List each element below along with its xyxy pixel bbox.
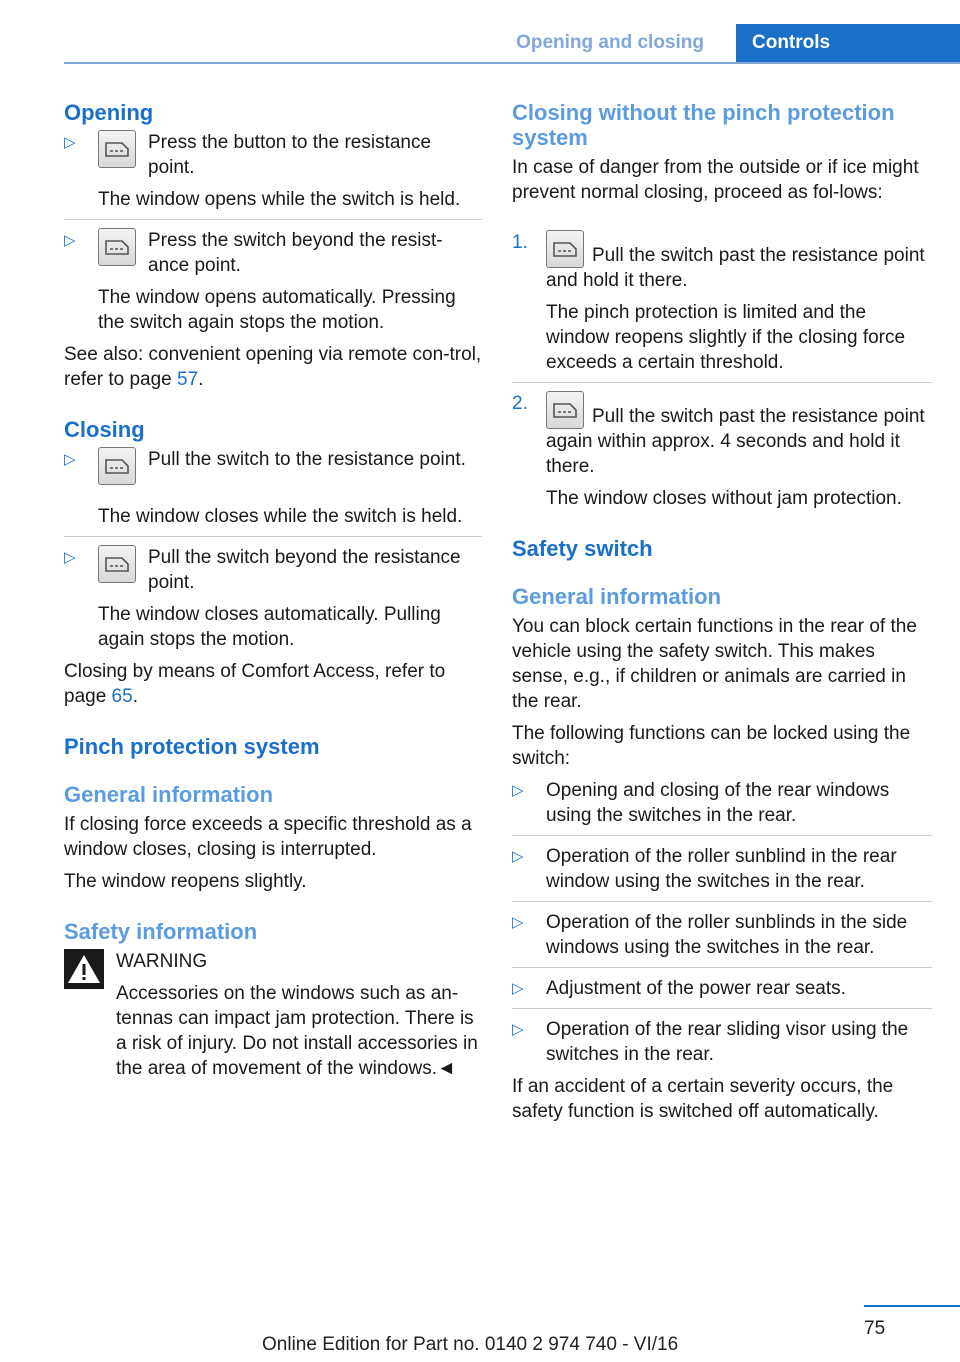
safety-switch-heading: Safety switch xyxy=(512,536,653,561)
warning-block xyxy=(64,949,482,1081)
step-2-text: Pull the switch past the resistance point again within approx. 4 seconds and hold it there. xyxy=(546,406,925,477)
bullet-triangle-icon: ▷ xyxy=(512,980,524,997)
opening-heading: Opening xyxy=(64,100,154,125)
closing-without-pinch-intro: In case of danger from the outside or if ice might prevent normal closing, proceed as fol‐lows: xyxy=(512,157,919,203)
step-1-sub: The pinch protection is limited and the window reopens slightly if the closing force exceeds a certain threshold. xyxy=(546,302,906,373)
general-info-p2: The window reopens slightly. xyxy=(64,871,307,892)
right-column xyxy=(512,100,932,1131)
warning-label: WARNING xyxy=(116,951,208,972)
header-rule xyxy=(64,62,960,64)
safety-info-heading: Safety information xyxy=(64,919,258,944)
page-header xyxy=(64,24,960,62)
bullet-triangle-icon: ▷ xyxy=(512,914,524,931)
header-section-title: Opening and closing xyxy=(516,32,704,53)
page-link-65[interactable]: 65 xyxy=(111,686,133,707)
closing-heading: Closing xyxy=(64,417,145,442)
step-2-sub: The window closes without jam protection. xyxy=(546,488,902,509)
opening-item-1-sub: The window opens while the switch is held. xyxy=(98,189,461,210)
divider xyxy=(64,536,482,537)
window-switch-icon xyxy=(98,228,136,266)
header-chapter-tab: Controls xyxy=(736,24,960,62)
closing-item-2-text: Pull the switch beyond the resistance point. xyxy=(148,547,461,593)
closing-item-1-text: Pull the switch to the resistance point. xyxy=(148,449,466,470)
comfort-access-text: Closing by means of Comfort Access, refer to page xyxy=(64,661,446,707)
closing-item-1-sub: The window closes while the switch is held. xyxy=(98,506,463,527)
bullet-triangle-icon: ▷ xyxy=(64,232,76,249)
opening-item-1-text: Press the button to the resistance point. xyxy=(148,132,432,178)
pinch-protection-heading: Pinch protection system xyxy=(64,734,320,759)
safety-switch-p3: If an accident of a certain severity occurs, the safety function is switched off automatically. xyxy=(512,1076,894,1122)
safety-switch-p2: The following functions can be locked using the switch: xyxy=(512,723,911,769)
list-item-text: Opening and closing of the rear windows using the switches in the rear. xyxy=(546,780,890,826)
window-switch-icon xyxy=(98,447,136,485)
bullet-triangle-icon: ▷ xyxy=(512,782,524,799)
general-info-heading-left: General information xyxy=(64,782,274,807)
bullet-triangle-icon: ▷ xyxy=(512,848,524,865)
divider xyxy=(64,219,482,220)
list-item-text: Operation of the rear sliding visor using the switches in the rear. xyxy=(546,1019,909,1065)
closing-without-pinch-heading: Closing without the pinch protection system xyxy=(512,100,895,150)
closing-item-2-sub: The window closes automatically. Pulling again stops the motion. xyxy=(98,604,441,650)
page-number: 75 xyxy=(864,1318,886,1339)
closing-item-1 xyxy=(64,447,482,529)
warning-triangle-icon xyxy=(64,949,104,996)
page-link-57[interactable]: 57 xyxy=(177,369,199,390)
step-1 xyxy=(512,230,932,375)
closing-comfort-access: Closing by means of Comfort Access, refer to page 65. xyxy=(64,661,446,707)
safety-switch-item xyxy=(512,976,932,1001)
step-1-text: Pull the switch past the resistance point and hold it there. xyxy=(546,245,925,291)
window-switch-icon xyxy=(546,230,584,268)
bullet-triangle-icon: ▷ xyxy=(64,451,76,468)
safety-switch-p1: You can block certain functions in the rear of the vehicle using the safety switch. This makes sense, e.g., if children or animals are carried in the rear. xyxy=(512,616,917,712)
divider xyxy=(512,901,932,902)
left-column xyxy=(64,100,482,1081)
step-number: 1. xyxy=(512,232,528,253)
general-info-heading-right: General information xyxy=(512,584,722,609)
safety-switch-item xyxy=(512,844,932,894)
footer-rule xyxy=(864,1305,960,1307)
divider xyxy=(512,967,932,968)
general-info-p1: If closing force exceeds a specific threshold as a window closes, closing is interrupted. xyxy=(64,814,472,860)
divider xyxy=(512,382,932,383)
opening-item-2-sub: The window opens automatically. Pressing the switch again stops the motion. xyxy=(98,287,456,333)
see-also-text: See also: convenient opening via remote con‐trol, refer to page xyxy=(64,344,482,390)
divider xyxy=(512,1008,932,1009)
warning-text: Accessories on the windows such as an‐tennas can impact jam protection. There is a risk of injury. Do not install accessories in the area of movement of the windows.◄ xyxy=(116,983,478,1079)
edition-note: Online Edition for Part no. 0140 2 974 740 - VI/16 xyxy=(262,1334,679,1355)
closing-item-2 xyxy=(64,545,482,652)
opening-item-1 xyxy=(64,130,482,212)
list-item-text: Operation of the roller sunblinds in the side windows using the switches in the rear. xyxy=(546,912,908,958)
divider xyxy=(512,835,932,836)
window-switch-icon xyxy=(98,545,136,583)
opening-item-2 xyxy=(64,228,482,335)
safety-switch-item xyxy=(512,778,932,828)
bullet-triangle-icon: ▷ xyxy=(512,1021,524,1038)
window-switch-icon xyxy=(98,130,136,168)
opening-see-also: See also: convenient opening via remote con‐trol, refer to page 57. xyxy=(64,344,482,390)
bullet-triangle-icon: ▷ xyxy=(64,549,76,566)
list-item-text: Adjustment of the power rear seats. xyxy=(546,978,846,999)
opening-item-2-text: Press the switch beyond the resist‐ance point. xyxy=(148,230,443,276)
list-item-text: Operation of the roller sunblind in the rear window using the switches in the rear. xyxy=(546,846,897,892)
safety-switch-item xyxy=(512,910,932,960)
window-switch-icon xyxy=(546,391,584,429)
step-number: 2. xyxy=(512,393,528,414)
bullet-triangle-icon: ▷ xyxy=(64,134,76,151)
step-2 xyxy=(512,391,932,511)
safety-switch-item xyxy=(512,1017,932,1067)
